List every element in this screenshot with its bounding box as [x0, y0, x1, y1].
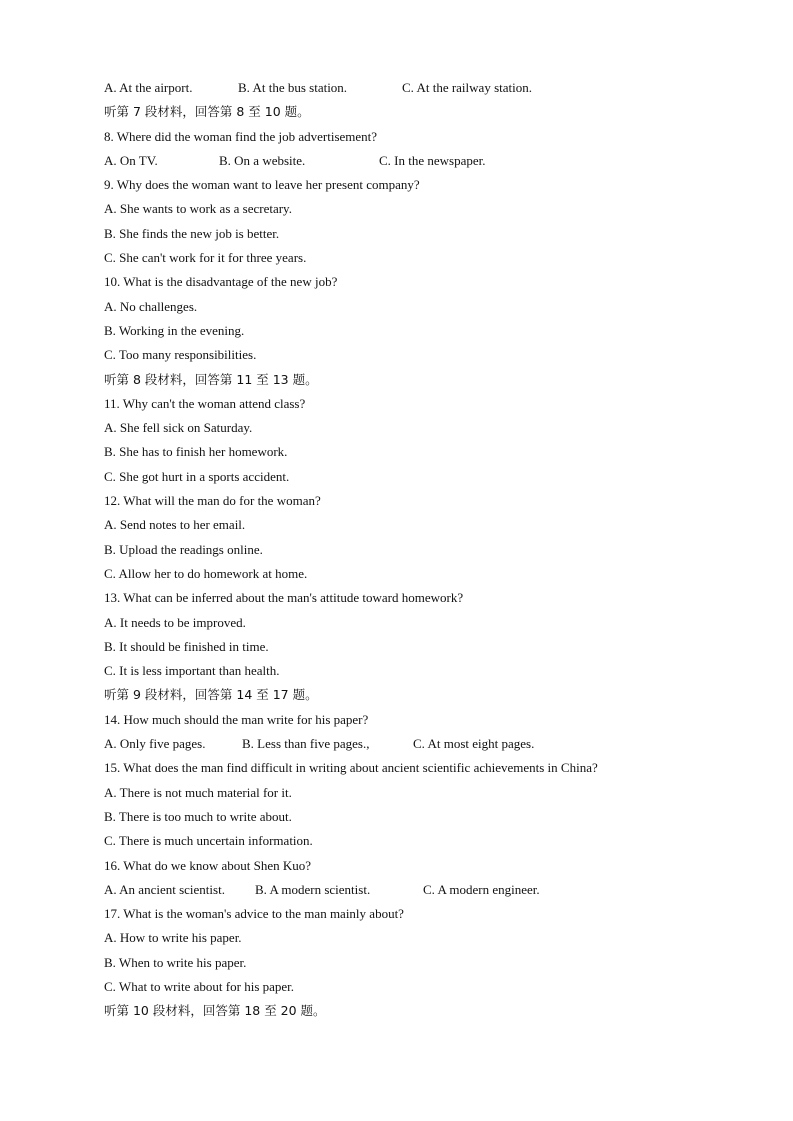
option-text: A. An ancient scientist.	[104, 881, 225, 897]
question-line: 17. What is the woman's advice to the man mainly about?	[104, 906, 404, 922]
section-heading: 听第 10 段材料，回答第 18 至 20 题。	[104, 1003, 326, 1019]
question-line: A. How to write his paper.	[104, 930, 242, 946]
section-heading: 听第 7 段材料，回答第 8 至 10 题。	[104, 104, 310, 120]
question-line: A. Send notes to her email.	[104, 517, 246, 533]
option-text: A. At the airport.	[104, 80, 193, 95]
option-row	[104, 76, 744, 100]
option-text: A. On TV.	[104, 152, 158, 168]
section-heading: 听第 9 段材料，回答第 14 至 17 题。	[104, 687, 318, 703]
option-text: B. A modern scientist.	[255, 881, 371, 897]
question-line: B. Upload the readings online.	[104, 541, 263, 557]
question-line: A. No challenges.	[104, 298, 198, 314]
option-row	[104, 149, 744, 173]
exam-page	[104, 76, 744, 1024]
option-text: B. At the bus station.	[238, 80, 348, 95]
question-line: B. When to write his paper.	[104, 954, 247, 970]
option-row	[104, 878, 744, 902]
question-line: 16. What do we know about Shen Kuo?	[104, 857, 312, 873]
question-line: 9. Why does the woman want to leave her present company?	[104, 177, 420, 193]
question-line: B. She finds the new job is better.	[104, 225, 280, 241]
question-line: C. There is much uncertain information.	[104, 833, 313, 849]
question-line: C. She can't work for it for three years.	[104, 250, 307, 266]
question-line: 13. What can be inferred about the man's attitude toward homework?	[104, 590, 464, 606]
question-line: A. There is not much material for it.	[104, 784, 292, 800]
option-text: C. At most eight pages.	[413, 736, 535, 752]
option-text: B. On a website.	[219, 152, 306, 168]
question-line: 12. What will the man do for the woman?	[104, 493, 321, 509]
option-row	[104, 732, 744, 756]
question-line: B. There is too much to write about.	[104, 808, 292, 824]
question-line: A. It needs to be improved.	[104, 614, 246, 630]
question-line: 10. What is the disadvantage of the new job?	[104, 274, 338, 290]
option-text: B. Less than five pages.,	[242, 736, 370, 752]
option-text: A. Only five pages.	[104, 736, 206, 752]
option-text: C. In the newspaper.	[379, 152, 486, 168]
question-line: A. She fell sick on Saturday.	[104, 420, 253, 436]
question-line: B. Working in the evening.	[104, 322, 245, 338]
question-line: 15. What does the man find difficult in writing about ancient scientific achievements in China?	[104, 760, 598, 776]
question-line: 8. Where did the woman find the job advertisement?	[104, 128, 378, 144]
question-line: C. What to write about for his paper.	[104, 978, 295, 994]
section-heading: 听第 8 段材料，回答第 11 至 13 题。	[104, 371, 318, 387]
question-line: B. She has to finish her homework.	[104, 444, 288, 460]
option-text: C. At the railway station.	[402, 80, 532, 95]
question-line: 11. Why can't the woman attend class?	[104, 395, 306, 411]
question-line: C. Allow her to do homework at home.	[104, 565, 308, 581]
question-line: 14. How much should the man write for his paper?	[104, 711, 369, 727]
question-line: A. She wants to work as a secretary.	[104, 201, 292, 217]
question-line: B. It should be finished in time.	[104, 638, 269, 654]
question-line: C. Too many responsibilities.	[104, 347, 257, 363]
question-line: C. It is less important than health.	[104, 663, 280, 679]
option-text: C. A modern engineer.	[423, 881, 540, 897]
question-line: C. She got hurt in a sports accident.	[104, 468, 290, 484]
